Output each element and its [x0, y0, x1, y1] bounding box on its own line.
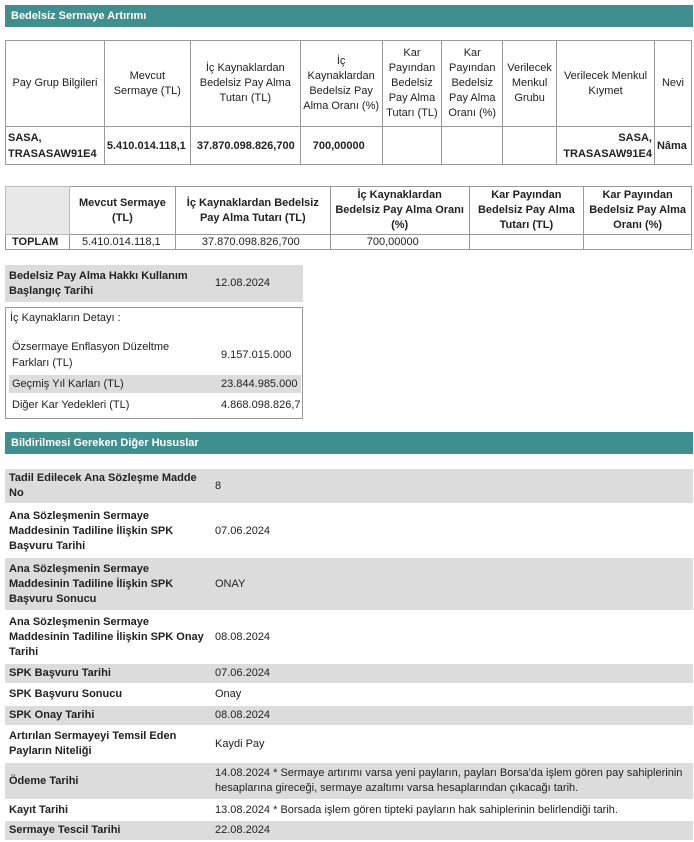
- total-label: TOPLAM: [6, 235, 70, 250]
- row-spk-onay-tarihi: [5, 706, 693, 725]
- start-date-value: 12.08.2024: [215, 277, 271, 289]
- detail-value-diger: 4.868.098.826,7: [221, 399, 301, 411]
- header-kar-payi-oran: Kar Payından Bedelsiz Pay Alma Oranı (%): [442, 41, 503, 127]
- detail-label-diger: Diğer Kar Yedekleri (TL): [12, 399, 130, 411]
- section-title-diger: Bildirilmesi Gereken Diğer Hususlar: [5, 432, 693, 454]
- value-spk-onay-tarihi: 08.08.2024: [215, 709, 271, 721]
- header-menkul-kiymet: Verilecek Menkul Kıymet: [557, 41, 655, 127]
- total-ic-tutar: 37.870.098.826,700: [175, 235, 330, 250]
- detail-label-gecmis: Geçmiş Yıl Karları (TL): [12, 378, 124, 390]
- cell-pay-grup: SASA, TRASASAW91E4: [6, 127, 105, 165]
- cell-kar-payi-oran: [442, 127, 503, 165]
- label-spk-basvuru-sonucu-madde: Ana Sözleşmenin Sermaye Maddesinin Tadiline İlişkin SPK Başvuru Sonucu: [9, 562, 174, 605]
- row-tescil-tarihi: [5, 821, 693, 840]
- value-kayit-tarihi: 13.08.2024 * Borsada işlem gören tipteki payların hak sahiplerinin belirlendiği tarih.: [215, 803, 618, 816]
- detail-label-enflasyon: Özsermaye Enflasyon Düzeltme Farkları (TL): [12, 341, 170, 369]
- row-spk-basvuru-sonucu: [5, 685, 693, 704]
- row-odeme-tarihi: [5, 763, 693, 799]
- pay-group-table: [5, 40, 692, 165]
- total-header-kar-oran: Kar Payından Bedelsiz Pay Alma Oranı (%): [584, 187, 692, 235]
- start-date-row: [5, 265, 303, 302]
- detail-row-enflasyon: [9, 338, 301, 372]
- header-kar-payi-tutar: Kar Payından Bedelsiz Pay Alma Tutarı (TL): [382, 41, 442, 127]
- section-title-bedelsiz: Bedelsiz Sermaye Artırımı: [5, 5, 693, 27]
- total-mevcut: 5.410.014.118,1: [69, 235, 175, 250]
- header-mevcut-sermaye: Mevcut Sermaye (TL): [104, 41, 190, 127]
- label-spk-onay-tarihi: SPK Onay Tarihi: [9, 709, 95, 721]
- total-header-ic-oran: İç Kaynaklardan Bedelsiz Pay Alma Oranı (%): [330, 187, 469, 235]
- total-ic-oran: 700,00000: [330, 235, 469, 250]
- total-table: [5, 186, 692, 250]
- header-pay-grup: Pay Grup Bilgileri: [6, 41, 105, 127]
- value-spk-basvuru-sonucu-madde: ONAY: [215, 577, 246, 590]
- row-spk-basvuru-sonucu-madde: [5, 558, 693, 610]
- value-spk-basvuru-tarihi: 07.06.2024: [215, 667, 271, 679]
- cell-ic-kaynak-oran: 700,00000: [300, 127, 382, 165]
- detail-title: İç Kaynakların Detayı :: [10, 312, 121, 324]
- row-spk-basvuru-tarihi-madde: [5, 505, 693, 557]
- cell-ic-kaynak-tutar: 37.870.098.826,700: [190, 127, 300, 165]
- ic-kaynak-detay-box: [5, 307, 303, 419]
- total-kar-oran: [584, 235, 692, 250]
- label-odeme-tarihi: Ödeme Tarihi: [9, 774, 79, 787]
- detail-value-enflasyon: 9.157.015.000: [221, 349, 292, 361]
- row-spk-onay-tarihi-madde: [5, 612, 693, 662]
- total-header-kar-tutar: Kar Payından Bedelsiz Pay Alma Tutarı (TL): [469, 187, 584, 235]
- value-madde-no: 8: [215, 479, 222, 492]
- cell-nevi: Nâma: [654, 127, 691, 165]
- value-spk-basvuru-tarihi-madde: 07.06.2024: [215, 524, 271, 537]
- cell-menkul-kiymet: SASA, TRASASAW91E4: [557, 127, 655, 165]
- detail-row-gecmis: [9, 375, 301, 393]
- row-spk-basvuru-tarihi: [5, 664, 693, 683]
- pay-group-row: [6, 127, 692, 165]
- row-pay-niteligi: [5, 727, 693, 761]
- label-madde-no: Tadil Edilecek Ana Sözleşme Madde No: [9, 472, 197, 499]
- label-kayit-tarihi: Kayıt Tarihi: [9, 803, 69, 816]
- total-header-blank: [6, 187, 70, 235]
- total-header-mevcut: Mevcut Sermaye (TL): [69, 187, 175, 235]
- value-spk-basvuru-sonucu: Onay: [215, 688, 242, 700]
- value-pay-niteligi: Kaydi Pay: [215, 737, 265, 750]
- detail-value-gecmis: 23.844.985.000: [221, 378, 298, 390]
- value-odeme-tarihi: 14.08.2024 * Sermaye artırımı varsa yeni payların, payları Borsa'da işlem gören pay sahiplerinin hesaplarına gireceği, sermaye azaltımı varsa hesaplarından çıkacağı tarih.: [215, 767, 683, 794]
- total-header-ic-tutar: İç Kaynaklardan Bedelsiz Pay Alma Tutarı (TL): [175, 187, 330, 235]
- pay-group-header-row: [6, 41, 692, 127]
- label-spk-basvuru-tarihi: SPK Başvuru Tarihi: [9, 667, 111, 679]
- header-ic-kaynak-tutar: İç Kaynaklardan Bedelsiz Pay Alma Tutarı (TL): [190, 41, 300, 127]
- total-kar-tutar: [469, 235, 584, 250]
- header-menkul-grubu: Verilecek Menkul Grubu: [503, 41, 557, 127]
- total-header-row: [6, 187, 692, 235]
- header-nevi: Nevi: [654, 41, 691, 127]
- label-pay-niteligi: Artırılan Sermayeyi Temsil Eden Payların Niteliği: [9, 730, 177, 757]
- row-kayit-tarihi: [5, 801, 693, 819]
- label-spk-basvuru-tarihi-madde: Ana Sözleşmenin Sermaye Maddesinin Tadiline İlişkin SPK Başvuru Tarihi: [9, 509, 174, 552]
- detail-row-diger: [9, 396, 301, 414]
- label-spk-basvuru-sonucu: SPK Başvuru Sonucu: [9, 688, 123, 700]
- header-ic-kaynak-oran: İç Kaynaklardan Bedelsiz Pay Alma Oranı (%): [300, 41, 382, 127]
- label-tescil-tarihi: Sermaye Tescil Tarihi: [9, 824, 121, 836]
- value-spk-onay-tarihi-madde: 08.08.2024: [215, 630, 271, 643]
- total-row: [6, 235, 692, 250]
- cell-menkul-grubu: [503, 127, 557, 165]
- label-spk-onay-tarihi-madde: Ana Sözleşmenin Sermaye Maddesinin Tadiline İlişkin SPK Onay Tarihi: [9, 615, 204, 658]
- row-madde-no: [5, 469, 693, 503]
- cell-mevcut-sermaye: 5.410.014.118,1: [104, 127, 190, 165]
- value-tescil-tarihi: 22.08.2024: [215, 824, 271, 836]
- cell-kar-payi-tutar: [382, 127, 442, 165]
- start-date-label: Bedelsiz Pay Alma Hakkı Kullanım Başlangıç Tarihi: [9, 269, 188, 297]
